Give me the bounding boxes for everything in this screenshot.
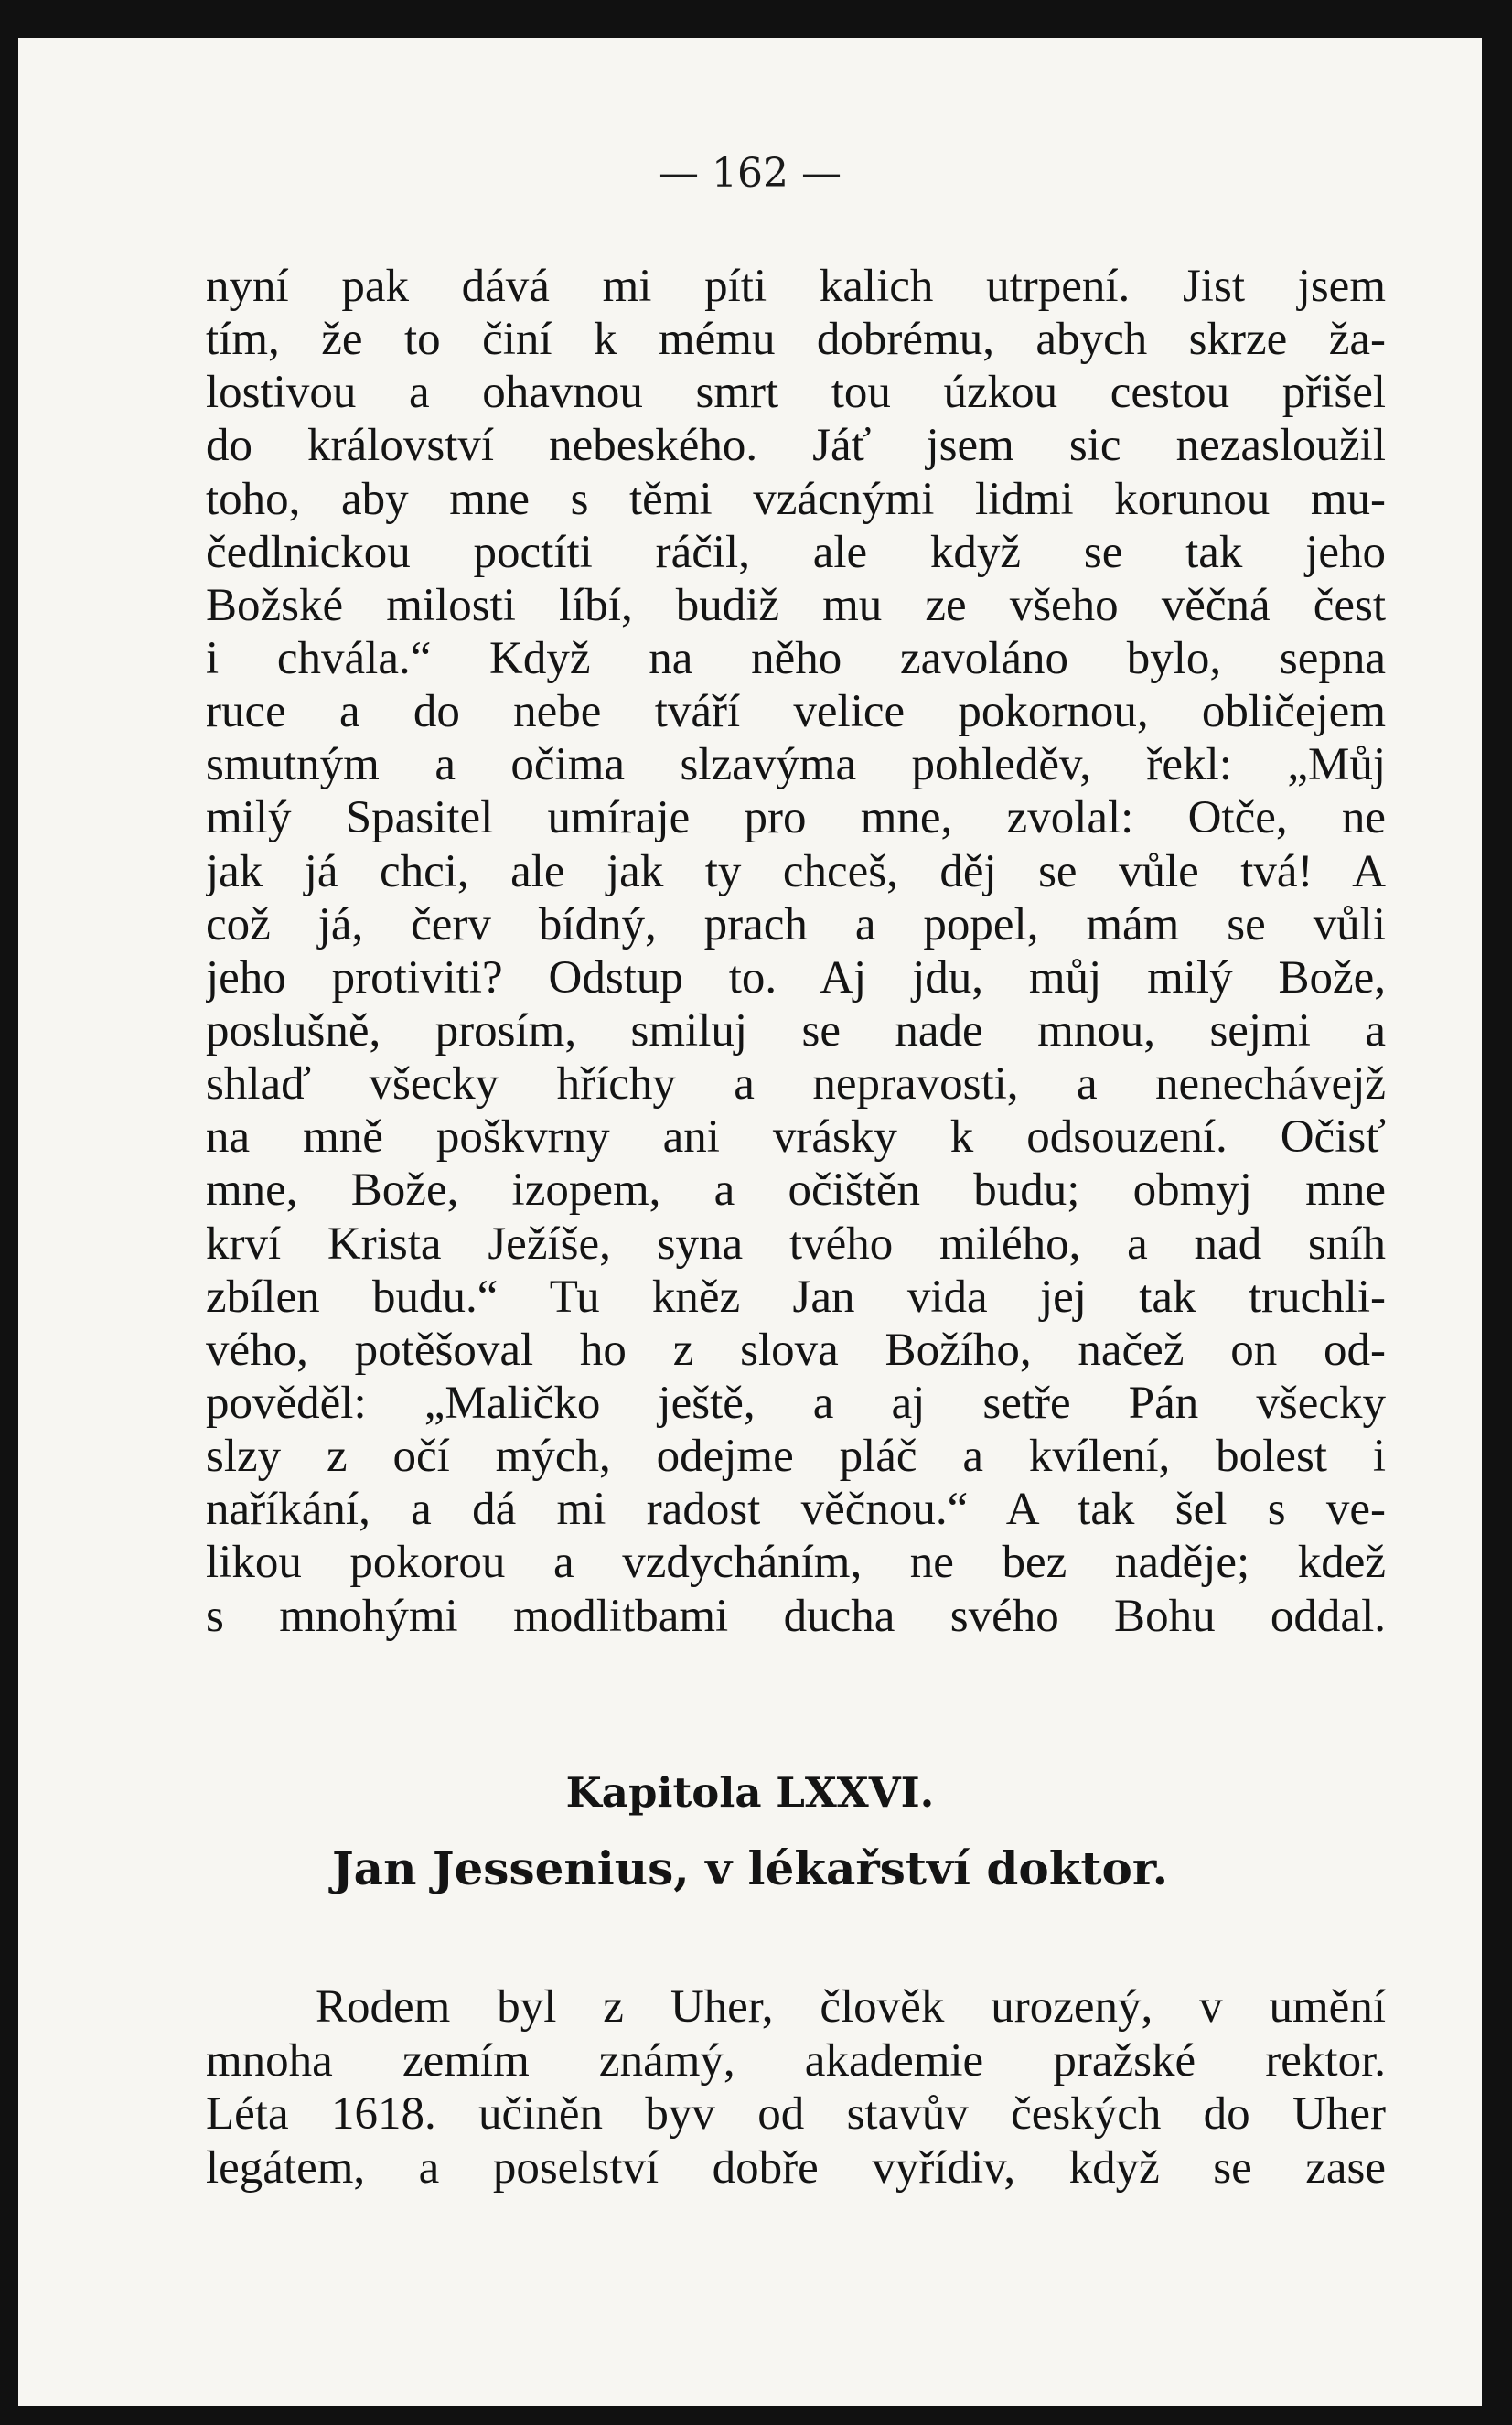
text-line: lostivou a ohavnou smrt tou úzkou cestou přišel xyxy=(206,367,1386,419)
text-line: likou pokorou a vzdycháním, ne bez naděje; kdež xyxy=(206,1537,1386,1589)
text-line: což já, červ bídný, prach a popel, mám se vůli xyxy=(206,898,1386,950)
text-line: na mně poškvrny ani vrásky k odsouzení. Očisť xyxy=(206,1111,1386,1164)
text-line: legátem, a poselství dobře vyřídiv, když se zase xyxy=(206,2141,1386,2194)
chapter-title: Jan Jessenius, v lékařství doktor. xyxy=(332,1841,1168,1895)
text-line: mnoha zemím známý, akademie pražské rektor. xyxy=(206,2034,1386,2087)
text-line: krví Krista Ježíše, syna tvého milého, a nad sníh xyxy=(206,1218,1386,1270)
text-line: Božské milosti líbí, budiž mu ze všeho věčná čest xyxy=(206,579,1386,631)
text-line: vého, potěšoval ho z slova Božího, načež on od- xyxy=(206,1324,1386,1376)
text-line: jeho protiviti? Odstup to. Aj jdu, můj milý Bože, xyxy=(206,951,1386,1003)
text-line: Léta 1618. učiněn byv od stavův českých do Uher xyxy=(206,2088,1386,2140)
text-line: do království nebeského. Jáť jsem sic nezasloužil xyxy=(206,420,1386,472)
text-line: tím, že to činí k mému dobrému, abych skrze ža- xyxy=(206,314,1386,366)
book-page xyxy=(18,38,1482,2406)
text-line: čedlnickou poctíti ráčil, ale když se tak jeho xyxy=(206,526,1386,578)
chapter-label: Kapitola LXXVI. xyxy=(565,1768,935,1817)
page-number: — 162 — xyxy=(659,150,842,197)
text-line: jak já chci, ale jak ty chceš, děj se vůle tvá! A xyxy=(206,845,1386,897)
paragraph-2 xyxy=(206,1980,1386,2194)
text-line: naříkání, a dá mi radost věčnou.“ A tak šel s ve- xyxy=(206,1484,1386,1536)
text-line: toho, aby mne s těmi vzácnými lidmi korunou mu- xyxy=(206,473,1386,525)
text-line: mne, Bože, izopem, a očištěn budu; obmyj mne xyxy=(206,1164,1386,1217)
text-line: ruce a do nebe tváří velice pokornou, obličejem xyxy=(206,686,1386,738)
text-line: pověděl: „Maličko ještě, a aj setře Pán všecky xyxy=(206,1377,1386,1429)
text-line: poslušně, prosím, smiluj se nade mnou, sejmi a xyxy=(206,1004,1386,1057)
text-line: s mnohými modlitbami ducha svého Bohu oddal. xyxy=(206,1590,1386,1642)
text-line: slzy z očí mých, odejme pláč a kvílení, bolest i xyxy=(206,1431,1386,1483)
text-line: Rodem byl z Uher, člověk urozený, v umění xyxy=(316,1981,1386,2033)
paragraph-1 xyxy=(206,260,1386,1643)
text-line: nyní pak dává mi píti kalich utrpení. Jist jsem xyxy=(206,261,1386,312)
text-line: milý Spasitel umíraje pro mne, zvolal: Otče, ne xyxy=(206,792,1386,844)
text-line: zbílen budu.“ Tu kněz Jan vida jej tak truchli- xyxy=(206,1271,1386,1323)
text-line: smutným a očima slzavýma pohleděv, řekl: „Můj xyxy=(206,739,1386,791)
text-line: shlaď všecky hříchy a nepravosti, a nenechávejž xyxy=(206,1058,1386,1111)
text-line: i chvála.“ Když na něho zavoláno bylo, sepna xyxy=(206,632,1386,684)
